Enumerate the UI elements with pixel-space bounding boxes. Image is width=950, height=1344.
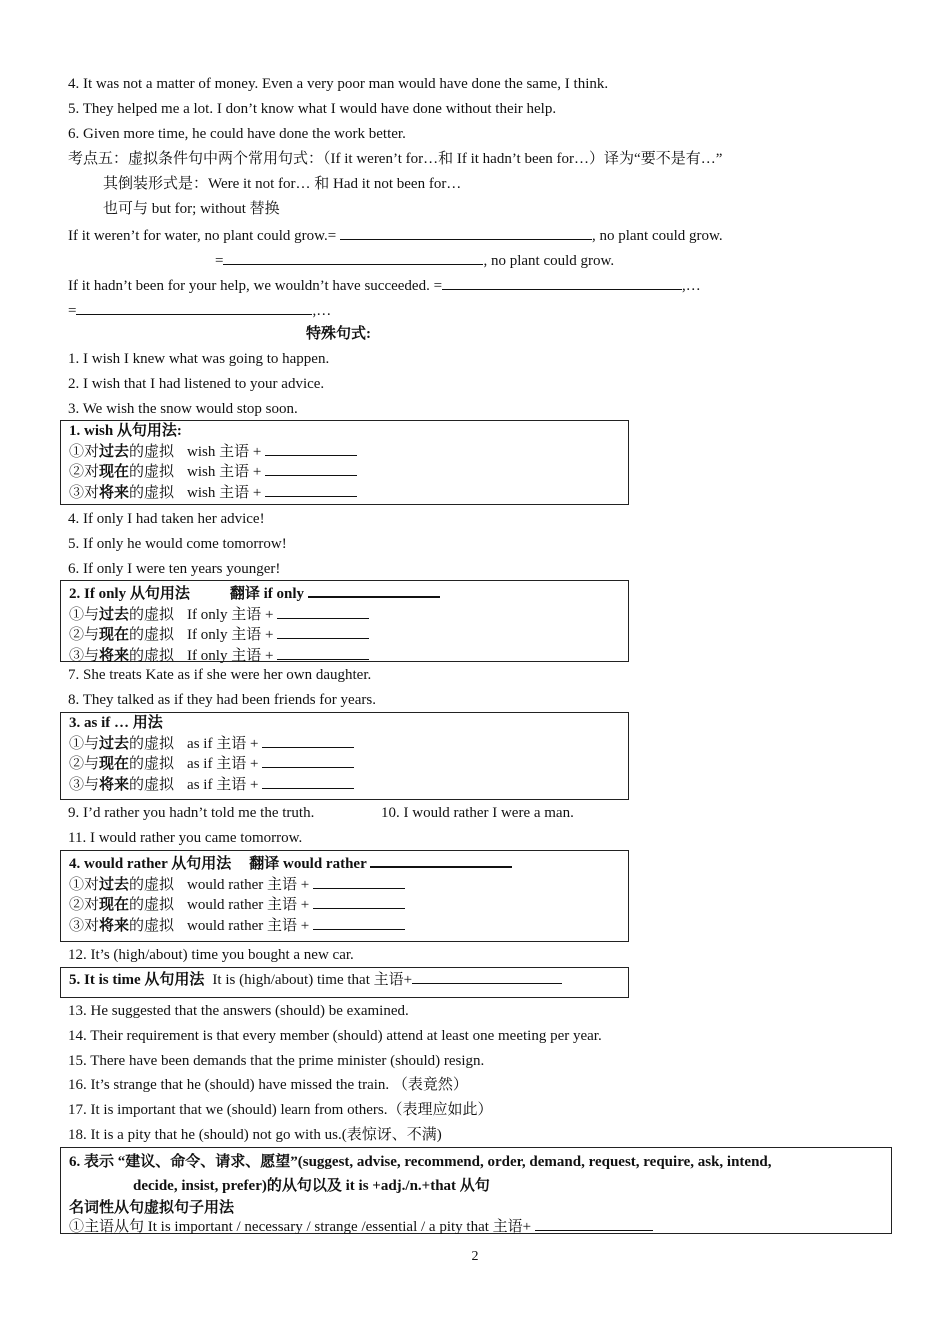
suggest-box-title-line-2: decide, insist, prefer)的从句以及 it is +adj./n.+that 从句 bbox=[133, 1178, 490, 1194]
subject-clause-row: ①主语从句 It is important / necessary / strange /essential / a pity that 主语+ bbox=[69, 1216, 653, 1236]
if-only-box-title: 2. If only 从句用法 翻译 if only bbox=[69, 582, 620, 604]
as-if-row-past: ①与过去的虚拟 as if 主语 + bbox=[69, 733, 620, 754]
exercise-2-tail: ,… bbox=[682, 278, 701, 294]
exercise-1-prompt: If it weren’t for water, no plant could grow.= bbox=[68, 228, 337, 244]
answer-blank[interactable] bbox=[412, 969, 562, 984]
equals-sign: = bbox=[215, 253, 224, 269]
answer-blank[interactable] bbox=[262, 753, 354, 768]
exercise-1-line-b bbox=[215, 250, 614, 270]
sentence-18: 18. It is a pity that he (should) not go with us.(表惊讶、不满) bbox=[68, 1127, 442, 1143]
would-rather-usage-box bbox=[60, 850, 629, 942]
wish-row-future: ③对将来的虚拟 wish 主语 + bbox=[69, 482, 620, 503]
suggest-box-title-line-1: 6. 表示 “建议、命令、请求、愿望”(suggest, advise, recommend, order, demand, request, require, ask, intend, bbox=[69, 1154, 772, 1170]
exercise-2-line-a bbox=[68, 275, 701, 295]
replacement-note: 也可与 but for; without 替换 bbox=[103, 201, 280, 217]
if-only-row-future: ③与将来的虚拟 If only 主语 + bbox=[69, 645, 620, 666]
answer-blank[interactable] bbox=[535, 1216, 653, 1231]
exercise-1-tail-b: , no plant could grow. bbox=[483, 253, 615, 269]
special-sentences-title: 特殊句式: bbox=[306, 326, 371, 342]
answer-blank[interactable] bbox=[370, 852, 512, 868]
it-is-time-row: 5. It is time 从句用法 It is (high/about) time that 主语+ bbox=[69, 969, 620, 990]
answer-blank[interactable] bbox=[265, 441, 357, 456]
sentence-11: 11. I would rather you came tomorrow. bbox=[68, 830, 303, 846]
suggest-clause-usage-box bbox=[60, 1147, 892, 1234]
as-if-row-present: ②与现在的虚拟 as if 主语 + bbox=[69, 753, 620, 774]
answer-blank[interactable] bbox=[76, 300, 312, 315]
answer-blank[interactable] bbox=[442, 275, 682, 290]
answer-blank[interactable] bbox=[340, 225, 592, 240]
inversion-form-note: 其倒装形式是：Were it not for… 和 Had it not been for… bbox=[103, 176, 462, 192]
would-rather-row-present: ②对现在的虚拟 would rather 主语 + bbox=[69, 894, 620, 915]
wish-usage-box bbox=[60, 420, 629, 505]
sentence-5: 5. If only he would come tomorrow! bbox=[68, 536, 287, 552]
exercise-2-prompt: If it hadn’t been for your help, we wouldn’t have succeeded. = bbox=[68, 278, 443, 294]
equals-sign: = bbox=[68, 303, 77, 319]
sentence-14: 14. Their requirement is that every member (should) attend at least one meeting per year. bbox=[68, 1028, 602, 1044]
example-line-5: 5. They helped me a lot. I don’t know what I would have done without their help. bbox=[68, 101, 557, 117]
answer-blank[interactable] bbox=[308, 582, 440, 598]
if-only-usage-box bbox=[60, 580, 629, 662]
sentence-12: 12. It’s (high/about) time you bought a new car. bbox=[68, 947, 354, 963]
wish-box-title: 1. wish 从句用法: bbox=[69, 423, 182, 439]
answer-blank[interactable] bbox=[313, 915, 405, 930]
sentence-8: 8. They talked as if they had been friends for years. bbox=[68, 692, 376, 708]
sentence-4: 4. If only I had taken her advice! bbox=[68, 511, 265, 527]
sentence-13: 13. He suggested that the answers (should) be examined. bbox=[68, 1003, 409, 1019]
would-rather-row-future: ③对将来的虚拟 would rather 主语 + bbox=[69, 915, 620, 936]
answer-blank[interactable] bbox=[277, 604, 369, 619]
sentence-1: 1. I wish I knew what was going to happen. bbox=[68, 351, 330, 367]
exercise-1-line-a bbox=[68, 225, 723, 245]
sentence-17: 17. It is important that we (should) learn from others.（表理应如此） bbox=[68, 1102, 493, 1118]
answer-blank[interactable] bbox=[262, 774, 354, 789]
if-only-row-present: ②与现在的虚拟 If only 主语 + bbox=[69, 624, 620, 645]
if-only-row-past: ①与过去的虚拟 If only 主语 + bbox=[69, 604, 620, 625]
exercise-2-line-b bbox=[68, 300, 331, 320]
exercise-2-tail-b: ,… bbox=[312, 303, 332, 319]
would-rather-row-past: ①对过去的虚拟 would rather 主语 + bbox=[69, 874, 620, 895]
sentence-2: 2. I wish that I had listened to your advice. bbox=[68, 376, 325, 392]
would-rather-box-title: 4. would rather 从句用法 翻译 would rather bbox=[69, 852, 620, 874]
answer-blank[interactable] bbox=[313, 894, 405, 909]
sentence-16: 16. It’s strange that he (should) have missed the train. （表竟然） bbox=[68, 1077, 468, 1093]
sentence-10: 10. I would rather I were a man. bbox=[381, 805, 574, 821]
sentence-9: 9. I’d rather you hadn’t told me the truth. bbox=[68, 805, 315, 821]
answer-blank[interactable] bbox=[277, 645, 369, 660]
answer-blank[interactable] bbox=[265, 482, 357, 497]
sentence-3: 3. We wish the snow would stop soon. bbox=[68, 401, 298, 417]
exercise-1-tail: , no plant could grow. bbox=[591, 228, 723, 244]
page-number: 2 bbox=[471, 1249, 479, 1264]
as-if-box-title: 3. as if … 用法 bbox=[69, 715, 163, 731]
sentence-7: 7. She treats Kate as if she were her own daughter. bbox=[68, 667, 372, 683]
answer-blank[interactable] bbox=[223, 250, 483, 265]
answer-blank[interactable] bbox=[262, 733, 354, 748]
example-line-6: 6. Given more time, he could have done the work better. bbox=[68, 126, 406, 142]
sentence-15: 15. There have been demands that the prime minister (should) resign. bbox=[68, 1053, 485, 1069]
example-line-4: 4. It was not a matter of money. Even a very poor man would have done the same, I think. bbox=[68, 76, 609, 92]
topic-five-heading: 考点五：虚拟条件句中两个常用句式：（If it weren’t for…和 If it hadn’t been for…）译为“要不是有…” bbox=[68, 151, 723, 167]
wish-row-present: ②对现在的虚拟 wish 主语 + bbox=[69, 461, 620, 482]
answer-blank[interactable] bbox=[313, 874, 405, 889]
as-if-usage-box bbox=[60, 712, 629, 800]
answer-blank[interactable] bbox=[265, 461, 357, 476]
sentence-6: 6. If only I were ten years younger! bbox=[68, 561, 281, 577]
answer-blank[interactable] bbox=[277, 624, 369, 639]
wish-row-past: ①对过去的虚拟 wish 主语 + bbox=[69, 441, 620, 462]
as-if-row-future: ③与将来的虚拟 as if 主语 + bbox=[69, 774, 620, 795]
it-is-time-usage-box bbox=[60, 967, 629, 998]
suggest-box-subtitle: 名词性从句虚拟句子用法 bbox=[69, 1200, 235, 1216]
